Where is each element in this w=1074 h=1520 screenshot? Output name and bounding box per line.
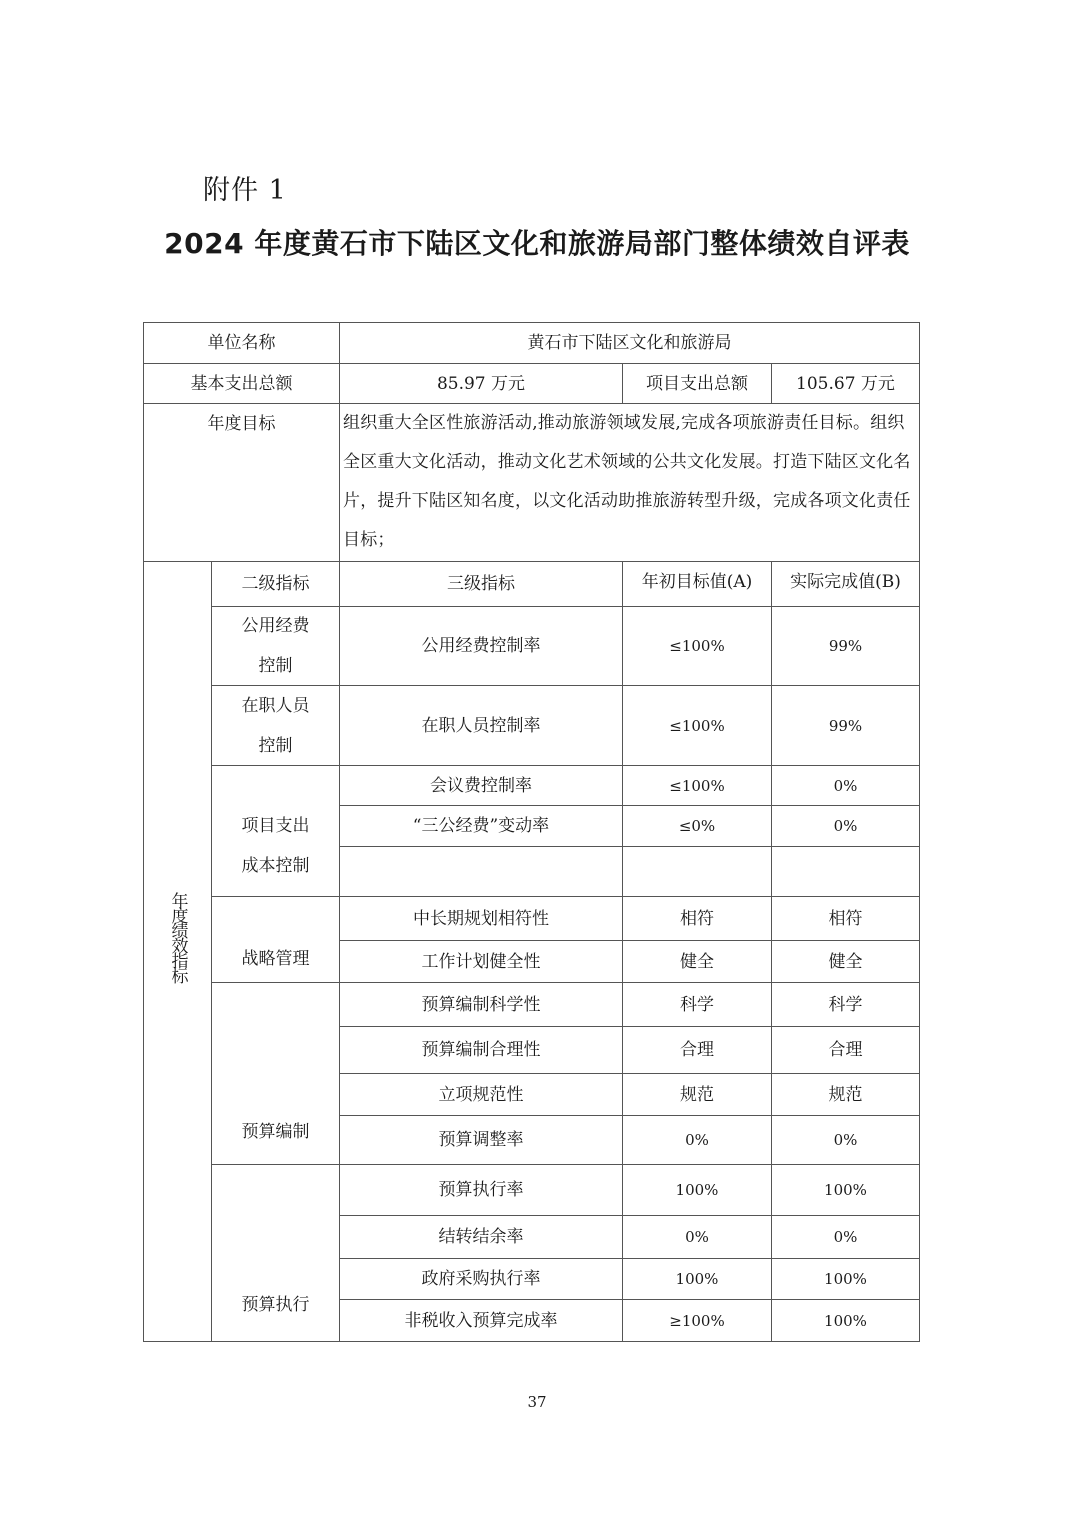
indicator-cell: 结转结余率 [339,1215,623,1259]
indicator-cell: 立项规范性 [339,1073,623,1116]
level2-strategy-management: 战略管理 [211,896,340,983]
page-title: 2024 年度黄石市下陆区文化和旅游局部门整体绩效自评表 [164,227,910,260]
target-cell: ≤100% [622,685,772,766]
project-expense-value: 105.67 万元 [771,363,920,404]
level2-public-expense: 公用经费控制 [211,606,340,686]
indicator-cell: 政府采购执行率 [339,1258,623,1300]
performance-indicators-text: 年度绩效指标 [167,892,188,982]
indicator-cell: 公用经费控制率 [339,606,623,686]
indicator-cell: 预算编制科学性 [339,982,623,1027]
indicator-cell: 在职人员控制率 [339,685,623,766]
attachment-label: 附件 1 [203,175,287,206]
col-header-level2: 二级指标 [211,561,340,607]
basic-expense-label: 基本支出总额 [143,363,340,404]
unit-name-value: 黄石市下陆区文化和旅游局 [339,322,920,364]
target-cell: 规范 [622,1073,772,1116]
actual-cell: 合理 [771,1026,920,1074]
col-header-level3: 三级指标 [339,561,623,607]
target-cell: 0% [622,1215,772,1259]
project-expense-label: 项目支出总额 [622,363,772,404]
actual-cell [771,846,920,897]
indicator-cell: “三公经费”变动率 [339,805,623,847]
target-cell: 科学 [622,982,772,1027]
actual-cell: 0% [771,1115,920,1165]
actual-cell: 99% [771,685,920,766]
indicator-cell: 工作计划健全性 [339,940,623,983]
target-cell [622,846,772,897]
actual-cell: 健全 [771,940,920,983]
actual-cell: 规范 [771,1073,920,1116]
target-cell: 相符 [622,896,772,941]
unit-name-label: 单位名称 [143,322,340,364]
target-cell: ≤100% [622,606,772,686]
col-header-target: 年初目标值(A) [622,561,772,607]
indicator-cell: 中长期规划相符性 [339,896,623,941]
actual-cell: 100% [771,1299,920,1342]
level2-budget-execution: 预算执行 [211,1164,340,1342]
performance-indicators-label [143,561,212,1342]
indicator-cell: 会议费控制率 [339,765,623,806]
target-cell: ≤0% [622,805,772,847]
level2-staff-control: 在职人员控制 [211,685,340,766]
actual-cell: 相符 [771,896,920,941]
indicator-cell: 预算编制合理性 [339,1026,623,1074]
target-cell: 0% [622,1115,772,1165]
target-cell: ≤100% [622,765,772,806]
col-header-actual: 实际完成值(B) [771,561,920,607]
actual-cell: 100% [771,1164,920,1216]
indicator-cell: 预算执行率 [339,1164,623,1216]
actual-cell: 0% [771,1215,920,1259]
target-cell: 健全 [622,940,772,983]
indicator-cell: 非税收入预算完成率 [339,1299,623,1342]
annual-goal-text: 组织重大全区性旅游活动,推动旅游领域发展,完成各项旅游责任目标。组织全区重大文化活动，推动文化艺术领域的公共文化发展。打造下陆区文化名片，提升下陆区知名度，以文化活动助推旅游转型升级，完成各项文化责任目标； [339,403,920,562]
level2-project-cost-control: 项目支出成本控制 [211,765,340,897]
actual-cell: 99% [771,606,920,686]
indicator-cell [339,846,623,897]
target-cell: 合理 [622,1026,772,1074]
target-cell: ≥100% [622,1299,772,1342]
target-cell: 100% [622,1164,772,1216]
annual-goal-label: 年度目标 [143,403,340,562]
actual-cell: 0% [771,805,920,847]
level2-budget-preparation: 预算编制 [211,982,340,1165]
actual-cell: 100% [771,1258,920,1300]
target-cell: 100% [622,1258,772,1300]
actual-cell: 科学 [771,982,920,1027]
indicator-cell: 预算调整率 [339,1115,623,1165]
page-number: 37 [527,1393,547,1411]
basic-expense-value: 85.97 万元 [339,363,623,404]
actual-cell: 0% [771,765,920,806]
